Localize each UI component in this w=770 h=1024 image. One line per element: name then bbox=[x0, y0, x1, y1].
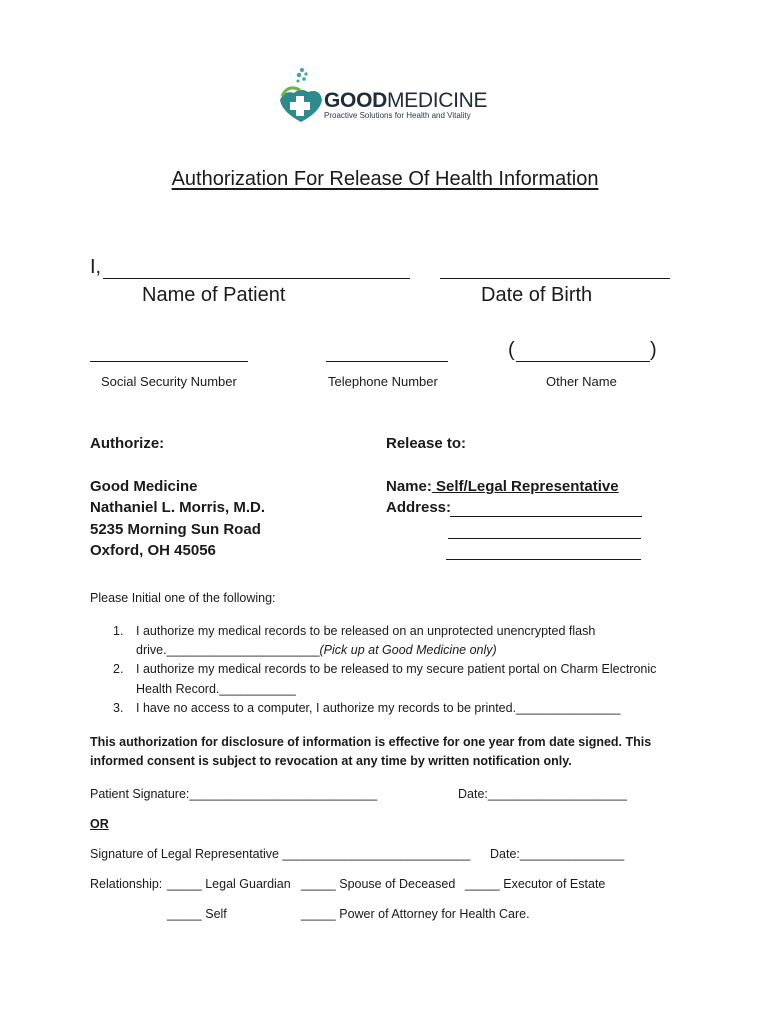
option-number: 3. bbox=[113, 701, 124, 715]
heart-cross-icon bbox=[276, 66, 326, 126]
authorize-line: 5235 Morning Sun Road bbox=[90, 521, 261, 538]
option-text[interactable]: I have no access to a computer, I authorize my records to be printed._______________ bbox=[136, 701, 621, 715]
option-number: 2. bbox=[113, 662, 124, 676]
ssn-label: Social Security Number bbox=[101, 374, 237, 389]
patient-date-field[interactable]: Date:____________________ bbox=[458, 787, 627, 801]
dob-field[interactable] bbox=[440, 278, 670, 279]
address-field-2[interactable] bbox=[448, 538, 641, 539]
initial-prompt: Please Initial one of the following: bbox=[90, 591, 276, 605]
notice-text: This authorization for disclosure of information is effective for one year from date signed. This bbox=[90, 735, 652, 749]
other-name-open-paren: ( bbox=[508, 339, 515, 361]
authorize-line: Good Medicine bbox=[90, 478, 198, 495]
legal-rep-signature-field[interactable]: Signature of Legal Representative ___________________________ bbox=[90, 847, 471, 861]
date-of-birth-label: Date of Birth bbox=[481, 284, 593, 306]
other-name-close-paren: ) bbox=[650, 339, 657, 361]
option-note: (Pick up at Good Medicine only) bbox=[319, 643, 497, 657]
release-name-value: Self/Legal Representative bbox=[431, 478, 619, 495]
release-name-prefix: Name: bbox=[386, 478, 432, 495]
option-continuation bbox=[136, 643, 497, 657]
option-initial-blank[interactable]: Health Record.___________ bbox=[136, 682, 296, 696]
authorize-line: Oxford, OH 45056 bbox=[90, 542, 216, 559]
release-name bbox=[386, 478, 619, 495]
other-name-label: Other Name bbox=[546, 374, 617, 389]
document-title: Authorization For Release Of Health Information bbox=[171, 168, 599, 190]
authorize-heading: Authorize: bbox=[90, 435, 165, 452]
telephone-label: Telephone Number bbox=[328, 374, 438, 389]
logo-tagline: Proactive Solutions for Health and Vitality bbox=[324, 111, 471, 120]
good-medicine-logo bbox=[276, 66, 486, 126]
relationship-executor-of-estate[interactable]: _____ Executor of Estate bbox=[465, 877, 606, 891]
legal-rep-date-field[interactable]: Date:_______________ bbox=[490, 847, 625, 861]
address-field-1[interactable] bbox=[450, 516, 642, 517]
option-text: I authorize my medical records to be released on an unprotected unencrypted flash bbox=[136, 624, 596, 638]
logo-wordmark: GOODMEDICINE bbox=[324, 89, 488, 112]
telephone-field[interactable] bbox=[326, 361, 448, 362]
patient-name-field[interactable] bbox=[103, 278, 410, 279]
option-text: I authorize my medical records to be released to my secure patient portal on Charm Electronic bbox=[136, 662, 657, 676]
release-heading: Release to: bbox=[386, 435, 467, 452]
release-address-label: Address: bbox=[386, 499, 452, 516]
notice-text: informed consent is subject to revocation at any time by written notification only. bbox=[90, 754, 572, 768]
address-field-3[interactable] bbox=[446, 559, 641, 560]
ssn-field[interactable] bbox=[90, 361, 248, 362]
option-number: 1. bbox=[113, 624, 124, 638]
option-initial-blank[interactable]: drive.______________________ bbox=[136, 643, 320, 657]
relationship-self[interactable]: _____ Self bbox=[167, 907, 227, 921]
or-label: OR bbox=[90, 817, 109, 831]
patient-signature-field[interactable]: Patient Signature:___________________________ bbox=[90, 787, 378, 801]
authorize-line: Nathaniel L. Morris, M.D. bbox=[90, 499, 266, 516]
relationship-power-of-attorney[interactable]: _____ Power of Attorney for Health Care. bbox=[301, 907, 530, 921]
relationship-legal-guardian[interactable]: _____ Legal Guardian bbox=[167, 877, 291, 891]
other-name-field[interactable] bbox=[516, 361, 650, 362]
name-of-patient-label: Name of Patient bbox=[142, 284, 286, 306]
patient-prefix: I, bbox=[90, 256, 102, 278]
relationship-label: Relationship: bbox=[90, 877, 163, 891]
relationship-spouse-of-deceased[interactable]: _____ Spouse of Deceased bbox=[301, 877, 456, 891]
